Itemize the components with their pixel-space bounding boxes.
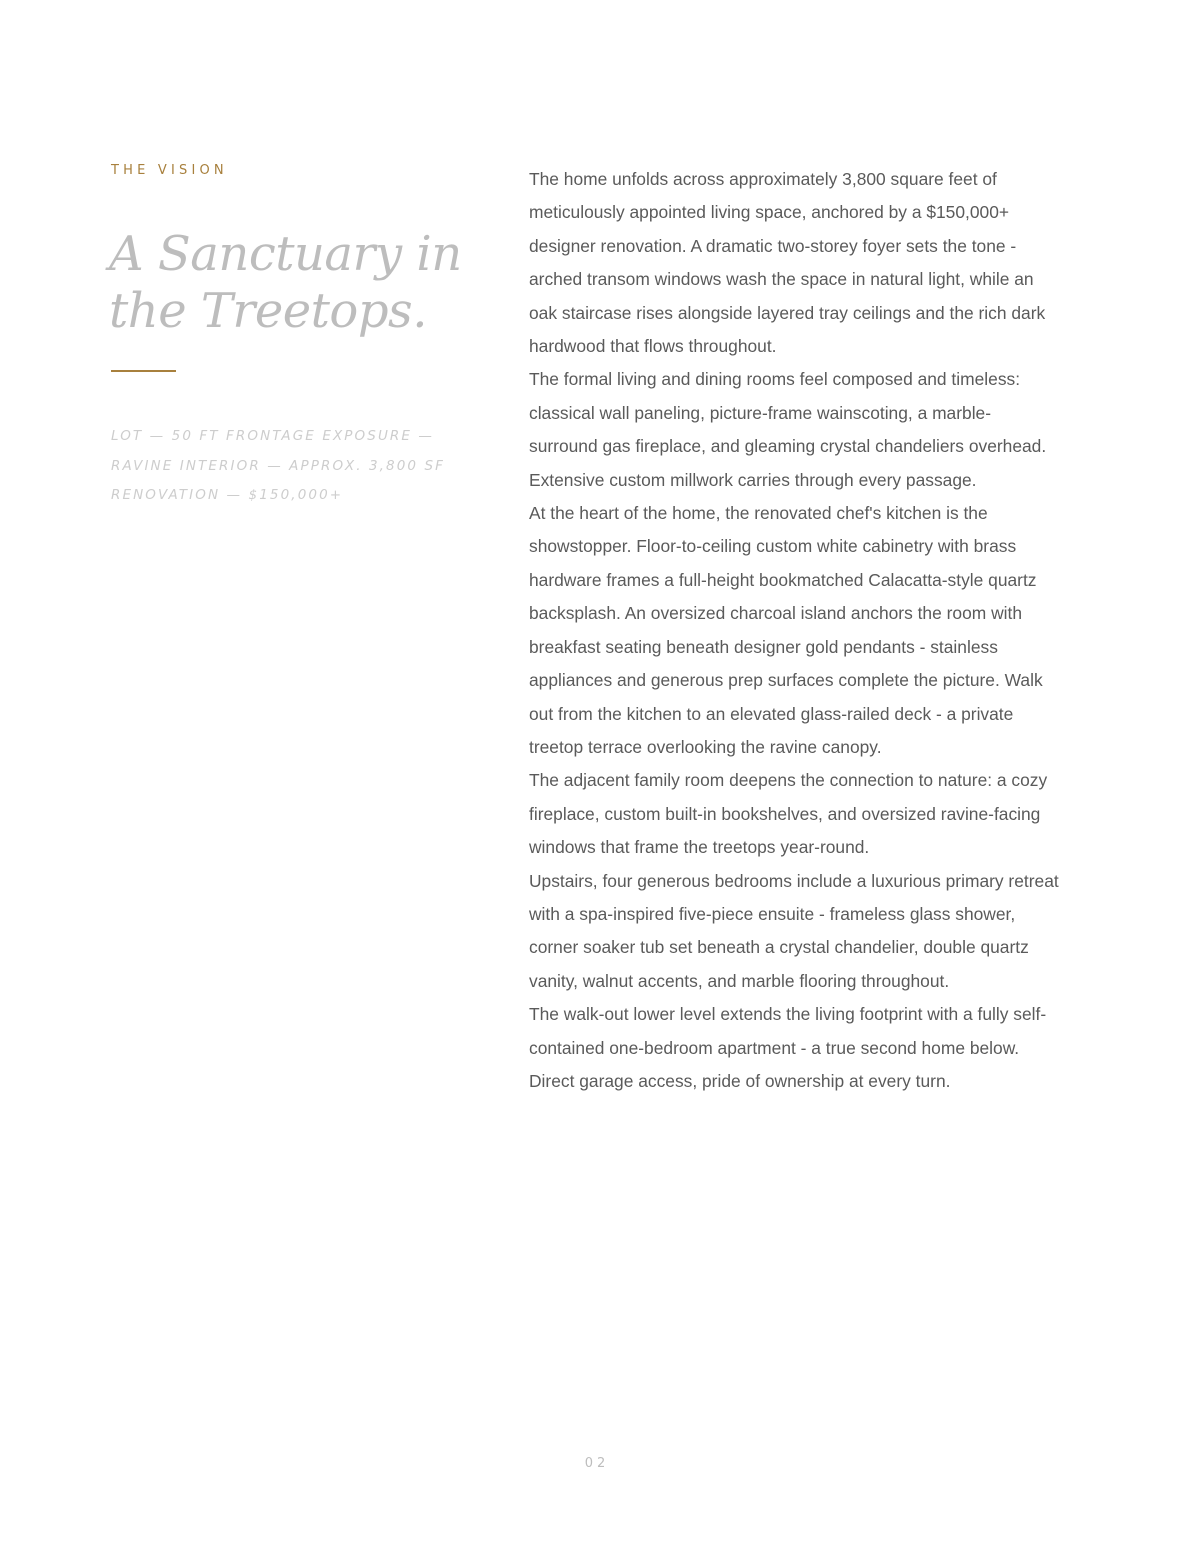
paragraph-line: breakfast seating beneath designer gold pendants - stainless — [529, 636, 998, 657]
section-headline — [109, 226, 471, 340]
paragraph-line: The formal living and dining rooms feel composed and timeless: — [529, 369, 1021, 390]
paragraph-upstairs — [529, 865, 1089, 999]
paragraph-line: vanity, walnut accents, and marble flooring throughout. — [529, 970, 950, 991]
paragraph-line: treetop terrace overlooking the ravine canopy. — [529, 736, 882, 757]
paragraph-line: The walk-out lower level extends the living footprint with a fully self- — [529, 1004, 1047, 1025]
paragraph-line: windows that frame the treetops year-round. — [529, 837, 870, 858]
paragraph-line: meticulously appointed living space, anchored by a $150,000+ — [529, 202, 1010, 223]
paragraph-line: with a spa-inspired five-piece ensuite - frameless glass shower, — [529, 903, 1016, 924]
paragraph-line: classical wall paneling, picture-frame wainscoting, a marble- — [529, 402, 992, 423]
paragraph-line: The home unfolds across approximately 3,800 square feet of — [529, 169, 997, 189]
paragraph-line: Upstairs, four generous bedrooms include a luxurious primary retreat — [529, 870, 1059, 891]
property-facts — [111, 422, 471, 511]
headline-line: A Sanctuary in — [109, 226, 462, 282]
paragraph-kitchen — [529, 497, 1089, 764]
paragraph-line: out from the kitchen to an elevated glass-railed deck - a private — [529, 703, 1014, 724]
paragraph-line: showstopper. Floor-to-ceiling custom white cabinetry with brass — [529, 536, 1017, 557]
paragraph-line: designer renovation. A dramatic two-storey foyer sets the tone - — [529, 235, 1017, 256]
paragraph-line: backsplash. An oversized charcoal island anchors the room with — [529, 603, 1022, 624]
paragraph-foyer — [529, 163, 1089, 363]
accent-divider — [111, 370, 176, 372]
paragraph-line: hardwood that flows throughout. — [529, 336, 777, 357]
headline-line: the Treetops. — [109, 283, 427, 339]
paragraph-line: fireplace, custom built-in bookshelves, and oversized ravine-facing — [529, 803, 1041, 824]
paragraph-line: surround gas fireplace, and gleaming crystal chandeliers overhead. — [529, 436, 1047, 457]
facts-line: LOT — 50 FT FRONTAGE EXPOSURE — — [111, 428, 435, 444]
section-eyebrow: THE VISION — [111, 163, 228, 178]
page-number: 02 — [584, 1456, 610, 1471]
paragraph-line: oak staircase rises alongside layered tray ceilings and the rich dark — [529, 302, 1046, 323]
paragraph-formal-rooms — [529, 363, 1089, 497]
paragraph-line: The adjacent family room deepens the connection to nature: a cozy — [529, 770, 1048, 791]
paragraph-line: hardware frames a full-height bookmatched Calacatta-style quartz — [529, 569, 1037, 590]
paragraph-line: contained one-bedroom apartment - a true second home below. — [529, 1037, 1020, 1058]
paragraph-line: At the heart of the home, the renovated chef's kitchen is the — [529, 503, 988, 524]
facts-line: RENOVATION — $150,000+ — [111, 487, 344, 503]
paragraph-line: Direct garage access, pride of ownership at every turn. — [529, 1070, 951, 1091]
paragraph-line: arched transom windows wash the space in natural light, while an — [529, 269, 1034, 290]
paragraph-family-room — [529, 764, 1089, 864]
paragraph-line: Extensive custom millwork carries through every passage. — [529, 469, 977, 490]
body-copy — [529, 163, 1089, 1098]
paragraph-line: appliances and generous prep surfaces complete the picture. Walk — [529, 670, 1043, 691]
paragraph-lower-level — [529, 998, 1089, 1098]
section-intro — [111, 160, 471, 511]
paragraph-line: corner soaker tub set beneath a crystal chandelier, double quartz — [529, 937, 1029, 958]
facts-line: RAVINE INTERIOR — APPROX. 3,800 SF — [111, 457, 446, 474]
